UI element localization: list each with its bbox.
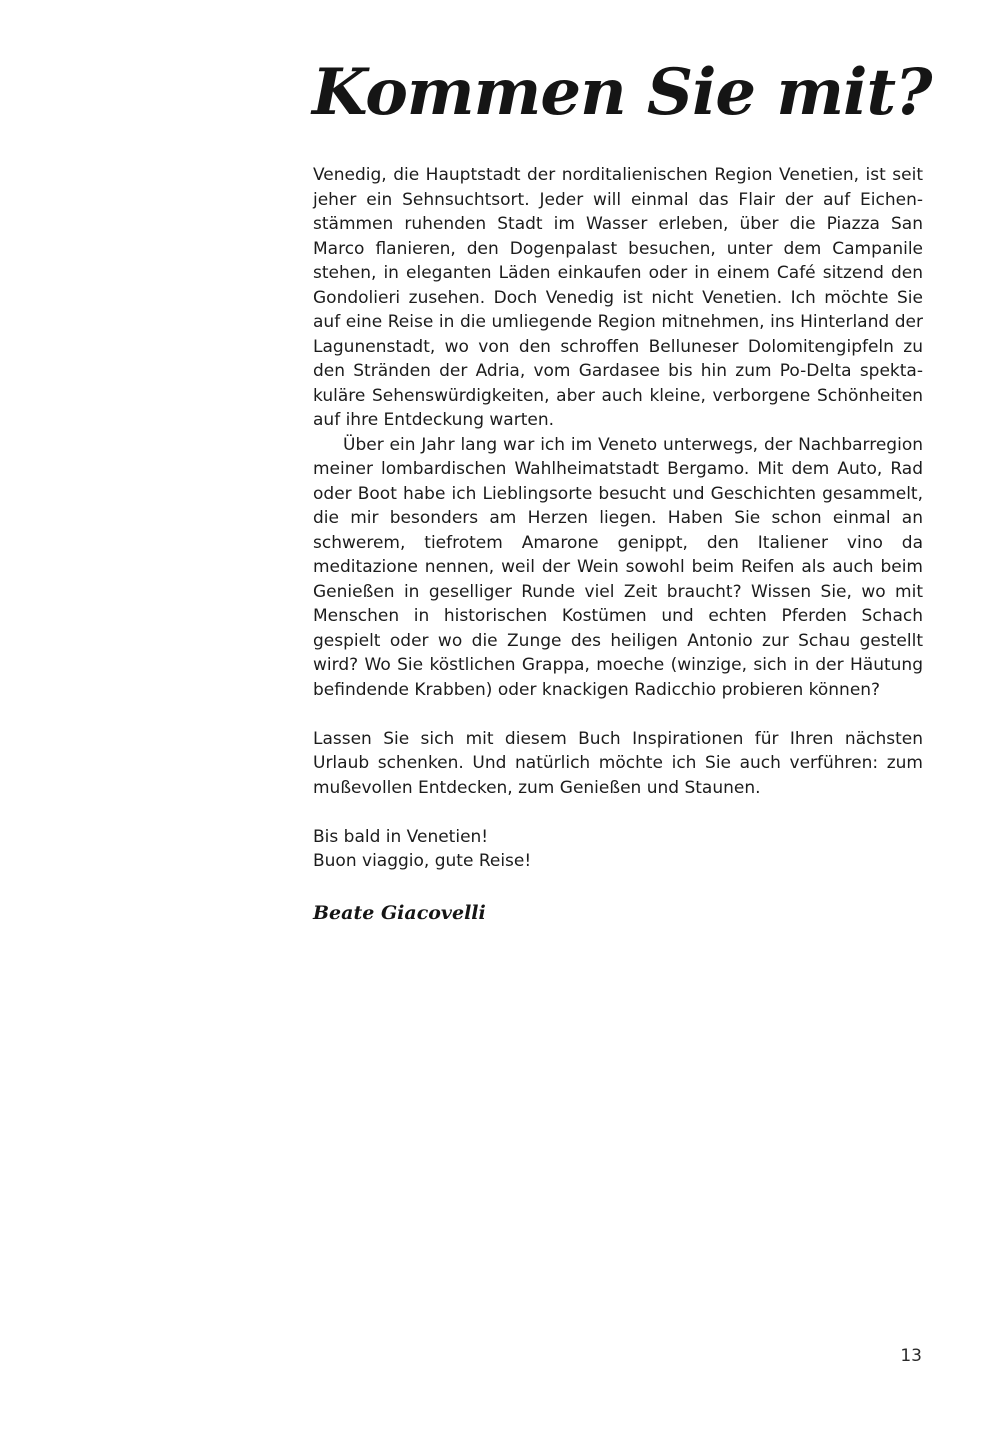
page-title: Kommen Sie mit? [312, 55, 932, 130]
paragraph-travel: Über ein Jahr lang war ich im Veneto unterwegs, der Nachbarregion meiner lombardischen Wahlheimatstadt Bergamo. Mit dem Auto, Rad oder Boot habe ich Lieblingsorte besucht und Geschichten gesammelt, die mir besonders am Herzen liegen. Haben Sie schon einmal an schwerem, tiefrotem Amarone genippt, den Italiener vino da meditazione nennen, weil der Wein sowohl beim Reifen als auch beim Genießen in geselliger Runde viel Zeit braucht? Wissen Sie, wo mit Menschen in historischen Kostümen und echten Pferden Schach gespielt oder wo die Zunge des heiligen Antonio zur Schau gestellt wird? Wo Sie köstlichen Grappa, moeche (winzige, sich in der Häutung befindende Krabben) oder knackigen Radicchio probieren können? [313, 434, 923, 700]
paragraph-inspiration: Lassen Sie sich mit diesem Buch Inspirationen für Ihren nächsten Urlaub schenken. Und natürlich möchte ich Sie auch verführen: zum mußevollen Entdecken, zum Genießen und Staunen. [313, 728, 923, 798]
paragraph-intro: Venedig, die Hauptstadt der norditalienischen Region Venetien, ist seit jeher ein Sehnsuchtsort. Jeder will einmal das Flair der auf Eichenstämmen ruhenden Stadt im Wasser erleben, über die Piazza San Marco flanieren, den Dogenpalast besuchen, unter dem Campanile stehen, in eleganten Läden einkaufen oder in einem Café sitzend den Gondolieri zusehen. Doch Venedig ist nicht Venetien. Ich möchte Sie auf eine Reise in die umliegende Region mitnehmen, ins Hinterland der Lagunenstadt, wo von den schroffen Belluneser Dolomitengipfeln zu den Stränden der Adria, vom Gardasee bis hin zum Po-Delta spektakuläre Sehenswürdigkeiten, aber auch kleine, verborgene Schönheiten auf ihre Entdeckung warten. [313, 165, 923, 430]
closing-line-1: Bis bald in Venetien! [313, 826, 489, 847]
author-signature: Beate Giacovelli [313, 902, 486, 924]
page-number: 13 [900, 1346, 922, 1366]
body-text [313, 163, 923, 874]
closing-line-2: Buon viaggio, gute Reise! [313, 851, 532, 871]
